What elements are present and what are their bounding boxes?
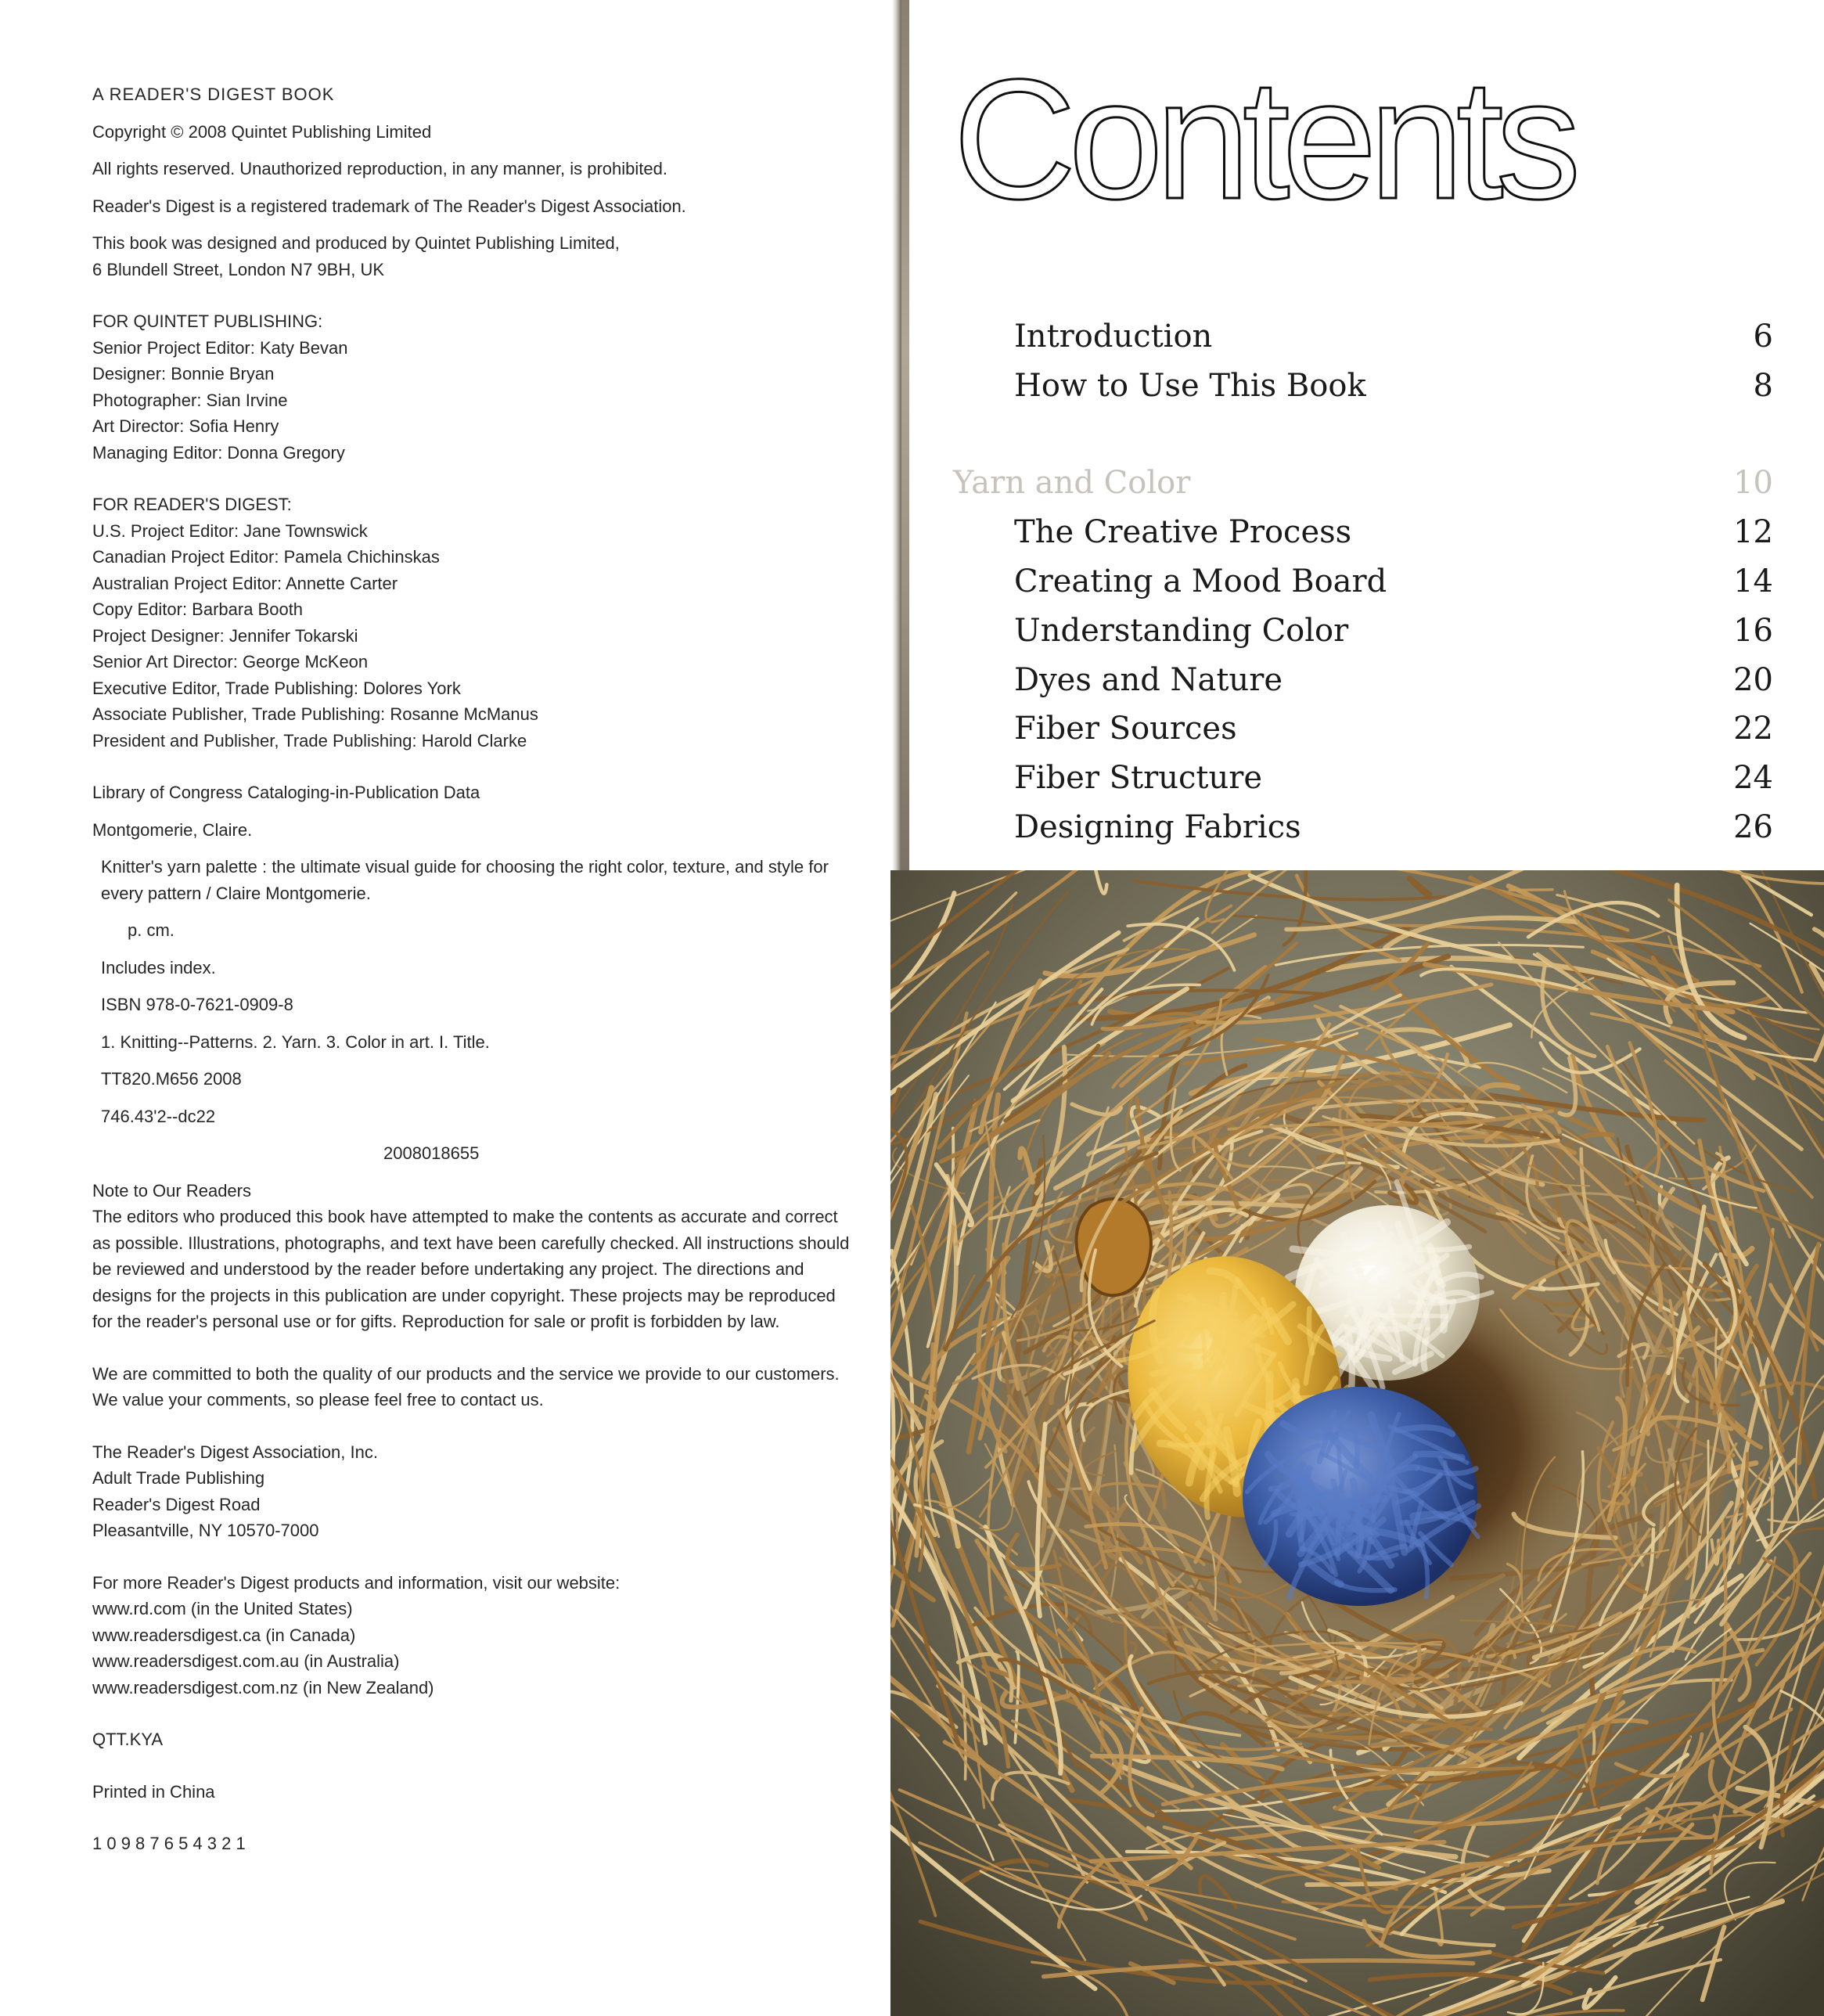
credit-line: Senior Art Director: George McKeon (92, 652, 369, 671)
yarn-strand (1423, 1330, 1427, 1368)
cip-title: Knitter's yarn palette : the ultimate visual guide for choosing the right color, texture, and style for every pattern / Claire Montgomerie. (101, 857, 829, 903)
toc-entry-page: 24 (1733, 760, 1773, 796)
printer-code: QTT.KYA (92, 1730, 164, 1749)
toc-entry-label: Fiber Sources (1014, 711, 1237, 747)
credit-line: Senior Project Editor: Katy Bevan (92, 337, 348, 358)
toc-entry[interactable] (1014, 709, 1773, 748)
nest-photo (890, 870, 1824, 2016)
copyright-line: Copyright © 2008 Quintet Publishing Limited (92, 121, 432, 142)
quintet-credits-heading: FOR QUINTET PUBLISHING: (92, 311, 323, 331)
nest-photo-illustration (890, 870, 1824, 2016)
toc-entry-label: Creating a Mood Board (1014, 563, 1387, 599)
website-line: www.readersdigest.com.au (in Australia) (92, 1651, 400, 1671)
yarn-ball-blue (1243, 1387, 1478, 1606)
toc-entry-page: 20 (1733, 662, 1773, 698)
trademark-line: Reader's Digest is a registered trademark of The Reader's Digest Association. (92, 196, 686, 216)
toc-entry[interactable] (1014, 661, 1773, 700)
credit-line: Photographer: Sian Irvine (92, 390, 288, 410)
toc-entry-label: Understanding Color (1014, 613, 1349, 649)
address-line: Pleasantville, NY 10570-7000 (92, 1521, 319, 1540)
cip-pagination: p. cm. (128, 920, 174, 940)
copyright-page (0, 0, 892, 2016)
toc-entry-page: 12 (1733, 514, 1773, 550)
print-run-numbers: 1 0 9 8 7 6 5 4 3 2 1 (92, 1834, 246, 1853)
credit-line: President and Publisher, Trade Publishing: Harold Clarke (92, 730, 527, 751)
credit-line: Australian Project Editor: Annette Carter (92, 573, 398, 593)
toc-section-label: Yarn and Color (953, 465, 1191, 501)
credit-line: U.S. Project Editor: Jane Townswick (92, 520, 368, 541)
website-heading: For more Reader's Digest products and information, visit our website: (92, 1572, 621, 1593)
note-heading: Note to Our Readers (92, 1180, 251, 1201)
website-line: www.readersdigest.com.nz (in New Zealand) (92, 1677, 434, 1697)
toc-entry[interactable] (1014, 562, 1773, 601)
address-line: The Reader's Digest Association, Inc. (92, 1442, 378, 1462)
note-paragraph: The editors who produced this book have attempted to make the contents as accurate and correct as possible. Illustrations, photographs, and text have been carefully checked. All instructions should be reviewed and understood by the reader before undertaking any project. The directions and designs for the projects in this publication are under copyright. These projects may be reproduced for the reader's personal use or for gifts. Reproduction for sale or profit is forbidden by law. (92, 1207, 850, 1331)
credit-line: Designer: Bonnie Bryan (92, 364, 275, 383)
website-line: www.rd.com (in the United States) (92, 1599, 353, 1618)
cip-author: Montgomerie, Claire. (92, 819, 253, 840)
rights-line: All rights reserved. Unauthorized reproduction, in any manner, is prohibited. (92, 159, 667, 178)
producer-address-line: 6 Blundell Street, London N7 9BH, UK (92, 259, 385, 279)
cip-dewey: 746.43'2--dc22 (101, 1106, 216, 1126)
toc-entry[interactable] (1014, 808, 1773, 847)
credit-line: Copy Editor: Barbara Booth (92, 599, 304, 619)
cip-lccn: 2008018655 (383, 1143, 480, 1163)
website-line: www.readersdigest.ca (in Canada) (92, 1625, 356, 1645)
toc-entry[interactable] (1014, 513, 1773, 552)
cip-subjects: 1. Knitting--Patterns. 2. Yarn. 3. Color in art. I. Title. (101, 1031, 490, 1052)
toc-entry-label: Designing Fabrics (1014, 809, 1301, 845)
commitment-paragraph: We are committed to both the quality of our products and the service we provide to our customers. We value your comments, so please feel free to contact us. (92, 1363, 840, 1409)
printed-in: Printed in China (92, 1781, 215, 1802)
toc-entry[interactable] (1014, 758, 1773, 797)
toc-entry-page: 16 (1733, 613, 1773, 649)
cip-heading: Library of Congress Cataloging-in-Publication Data (92, 783, 480, 802)
toc-entry-page: 22 (1733, 711, 1773, 747)
cip-isbn: ISBN 978-0-7621-0909-8 (101, 995, 293, 1014)
toc-entry[interactable] (1014, 317, 1773, 356)
credit-line: Associate Publisher, Trade Publishing: Rosanne McManus (92, 704, 538, 724)
toc-entry-label: The Creative Process (1014, 514, 1352, 550)
address-line: Adult Trade Publishing (92, 1468, 265, 1488)
toc-section[interactable] (953, 463, 1773, 502)
toc-entry-label: Introduction (1014, 319, 1213, 355)
imprint-header: A READER'S DIGEST BOOK (92, 85, 335, 104)
credit-line: Art Director: Sofia Henry (92, 416, 279, 436)
toc-entry-label: Fiber Structure (1014, 760, 1263, 796)
readers-digest-credits-heading: FOR READER'S DIGEST: (92, 495, 292, 514)
imprint-block (92, 81, 859, 1857)
address-line: Reader's Digest Road (92, 1494, 261, 1514)
contents-title: Contents (953, 45, 1574, 235)
credit-line: Project Designer: Jennifer Tokarski (92, 625, 358, 646)
producer-line: This book was designed and produced by Quintet Publishing Limited, (92, 233, 620, 253)
credit-line: Managing Editor: Donna Gregory (92, 442, 345, 463)
toc-entry-page: 14 (1733, 563, 1773, 599)
credit-line: Canadian Project Editor: Pamela Chichinskas (92, 547, 440, 567)
toc-entry[interactable] (1014, 366, 1773, 405)
toc-entry[interactable] (1014, 611, 1773, 650)
cip-index-note: Includes index. (101, 957, 216, 977)
credit-line: Executive Editor, Trade Publishing: Dolores York (92, 678, 461, 698)
toc-entry-page: 8 (1753, 368, 1773, 404)
toc-entry-page: 26 (1733, 809, 1773, 845)
straw-strand (1509, 890, 1552, 891)
cip-lc-class: TT820.M656 2008 (101, 1069, 242, 1089)
toc-entry-label: How to Use This Book (1014, 368, 1366, 404)
toc-entry-label: Dyes and Nature (1014, 662, 1283, 698)
table-of-contents (901, 0, 1824, 869)
toc-section-page: 10 (1733, 465, 1773, 501)
toc-entry-page: 6 (1753, 319, 1773, 355)
